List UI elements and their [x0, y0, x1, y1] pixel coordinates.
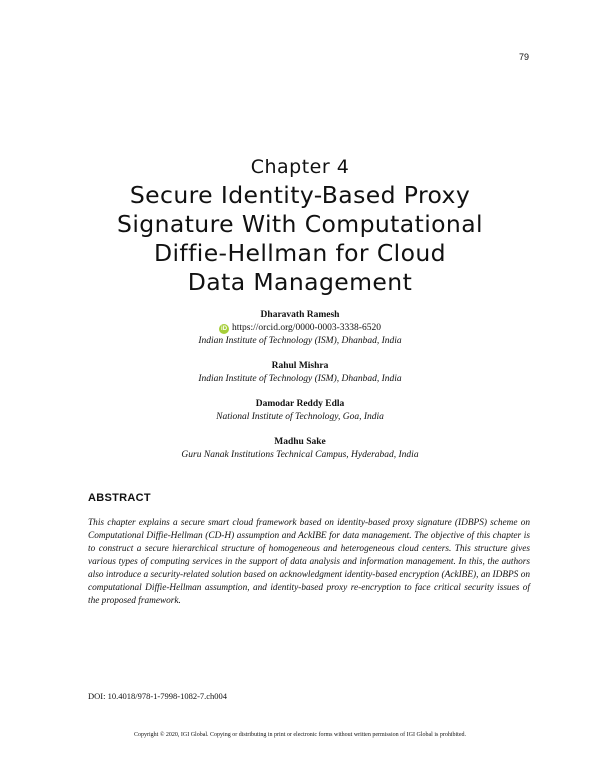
- author-affiliation: National Institute of Technology, Goa, India: [216, 412, 384, 422]
- chapter-title: [60, 181, 540, 297]
- copyright-notice: Copyright © 2020, IGI Global. Copying or distributing in print or electronic forms without written permission of IGI Global is prohibited.: [133, 732, 466, 738]
- doi: DOI: 10.4018/978-1-7998-1082-7.ch004: [88, 691, 228, 701]
- orcid-link[interactable]: https://orcid.org/0000-0003-3338-6520: [232, 323, 381, 333]
- orcid-icon: iD: [221, 325, 228, 332]
- title-line: Diffie-Hellman for Cloud: [154, 239, 446, 267]
- author-affiliation: Guru Nanak Institutions Technical Campus, Hyderabad, India: [181, 450, 419, 460]
- author-affiliation: Indian Institute of Technology (ISM), Dhanbad, India: [198, 336, 402, 346]
- title-line: Data Management: [187, 268, 413, 296]
- author-name: Dharavath Ramesh: [260, 310, 340, 320]
- abstract-heading: ABSTRACT: [88, 492, 151, 504]
- title-line: Secure Identity-Based Proxy: [129, 181, 471, 209]
- author-list: [0, 309, 600, 474]
- title-line: Signature With Computational: [117, 210, 483, 238]
- author-name: Rahul Mishra: [271, 361, 329, 371]
- page-number: 79: [518, 52, 529, 62]
- author-block: [0, 360, 600, 386]
- abstract-text: This chapter explains a secure smart cloud framework based on identity-based proxy signature (IDBPS) scheme on Computational Diffie-Hellman (CD-H) assumption and AckIBE for data management. The objective of this chapter is to construct a secure hierarchical structure of homogeneous and heterogeneous cloud centers. This structure gives various types of computing services in the support of data analysis and information management. In this, the authors also introduce a security-related solution based on acknowledgment identity-based encryption (AckIBE), an IDBPS on computational Diffie-Hellman assumption, and identity-based proxy re-encryption to face critical security issues of the proposed framework.: [88, 518, 530, 606]
- author-affiliation: Indian Institute of Technology (ISM), Dhanbad, India: [198, 374, 402, 384]
- author-block: [0, 398, 600, 424]
- author-block: [0, 309, 600, 348]
- author-block: [0, 436, 600, 462]
- chapter-label: Chapter 4: [250, 156, 350, 178]
- author-name: Madhu Sake: [274, 437, 326, 447]
- author-name: Damodar Reddy Edla: [255, 399, 345, 409]
- orcid-line: [0, 322, 600, 335]
